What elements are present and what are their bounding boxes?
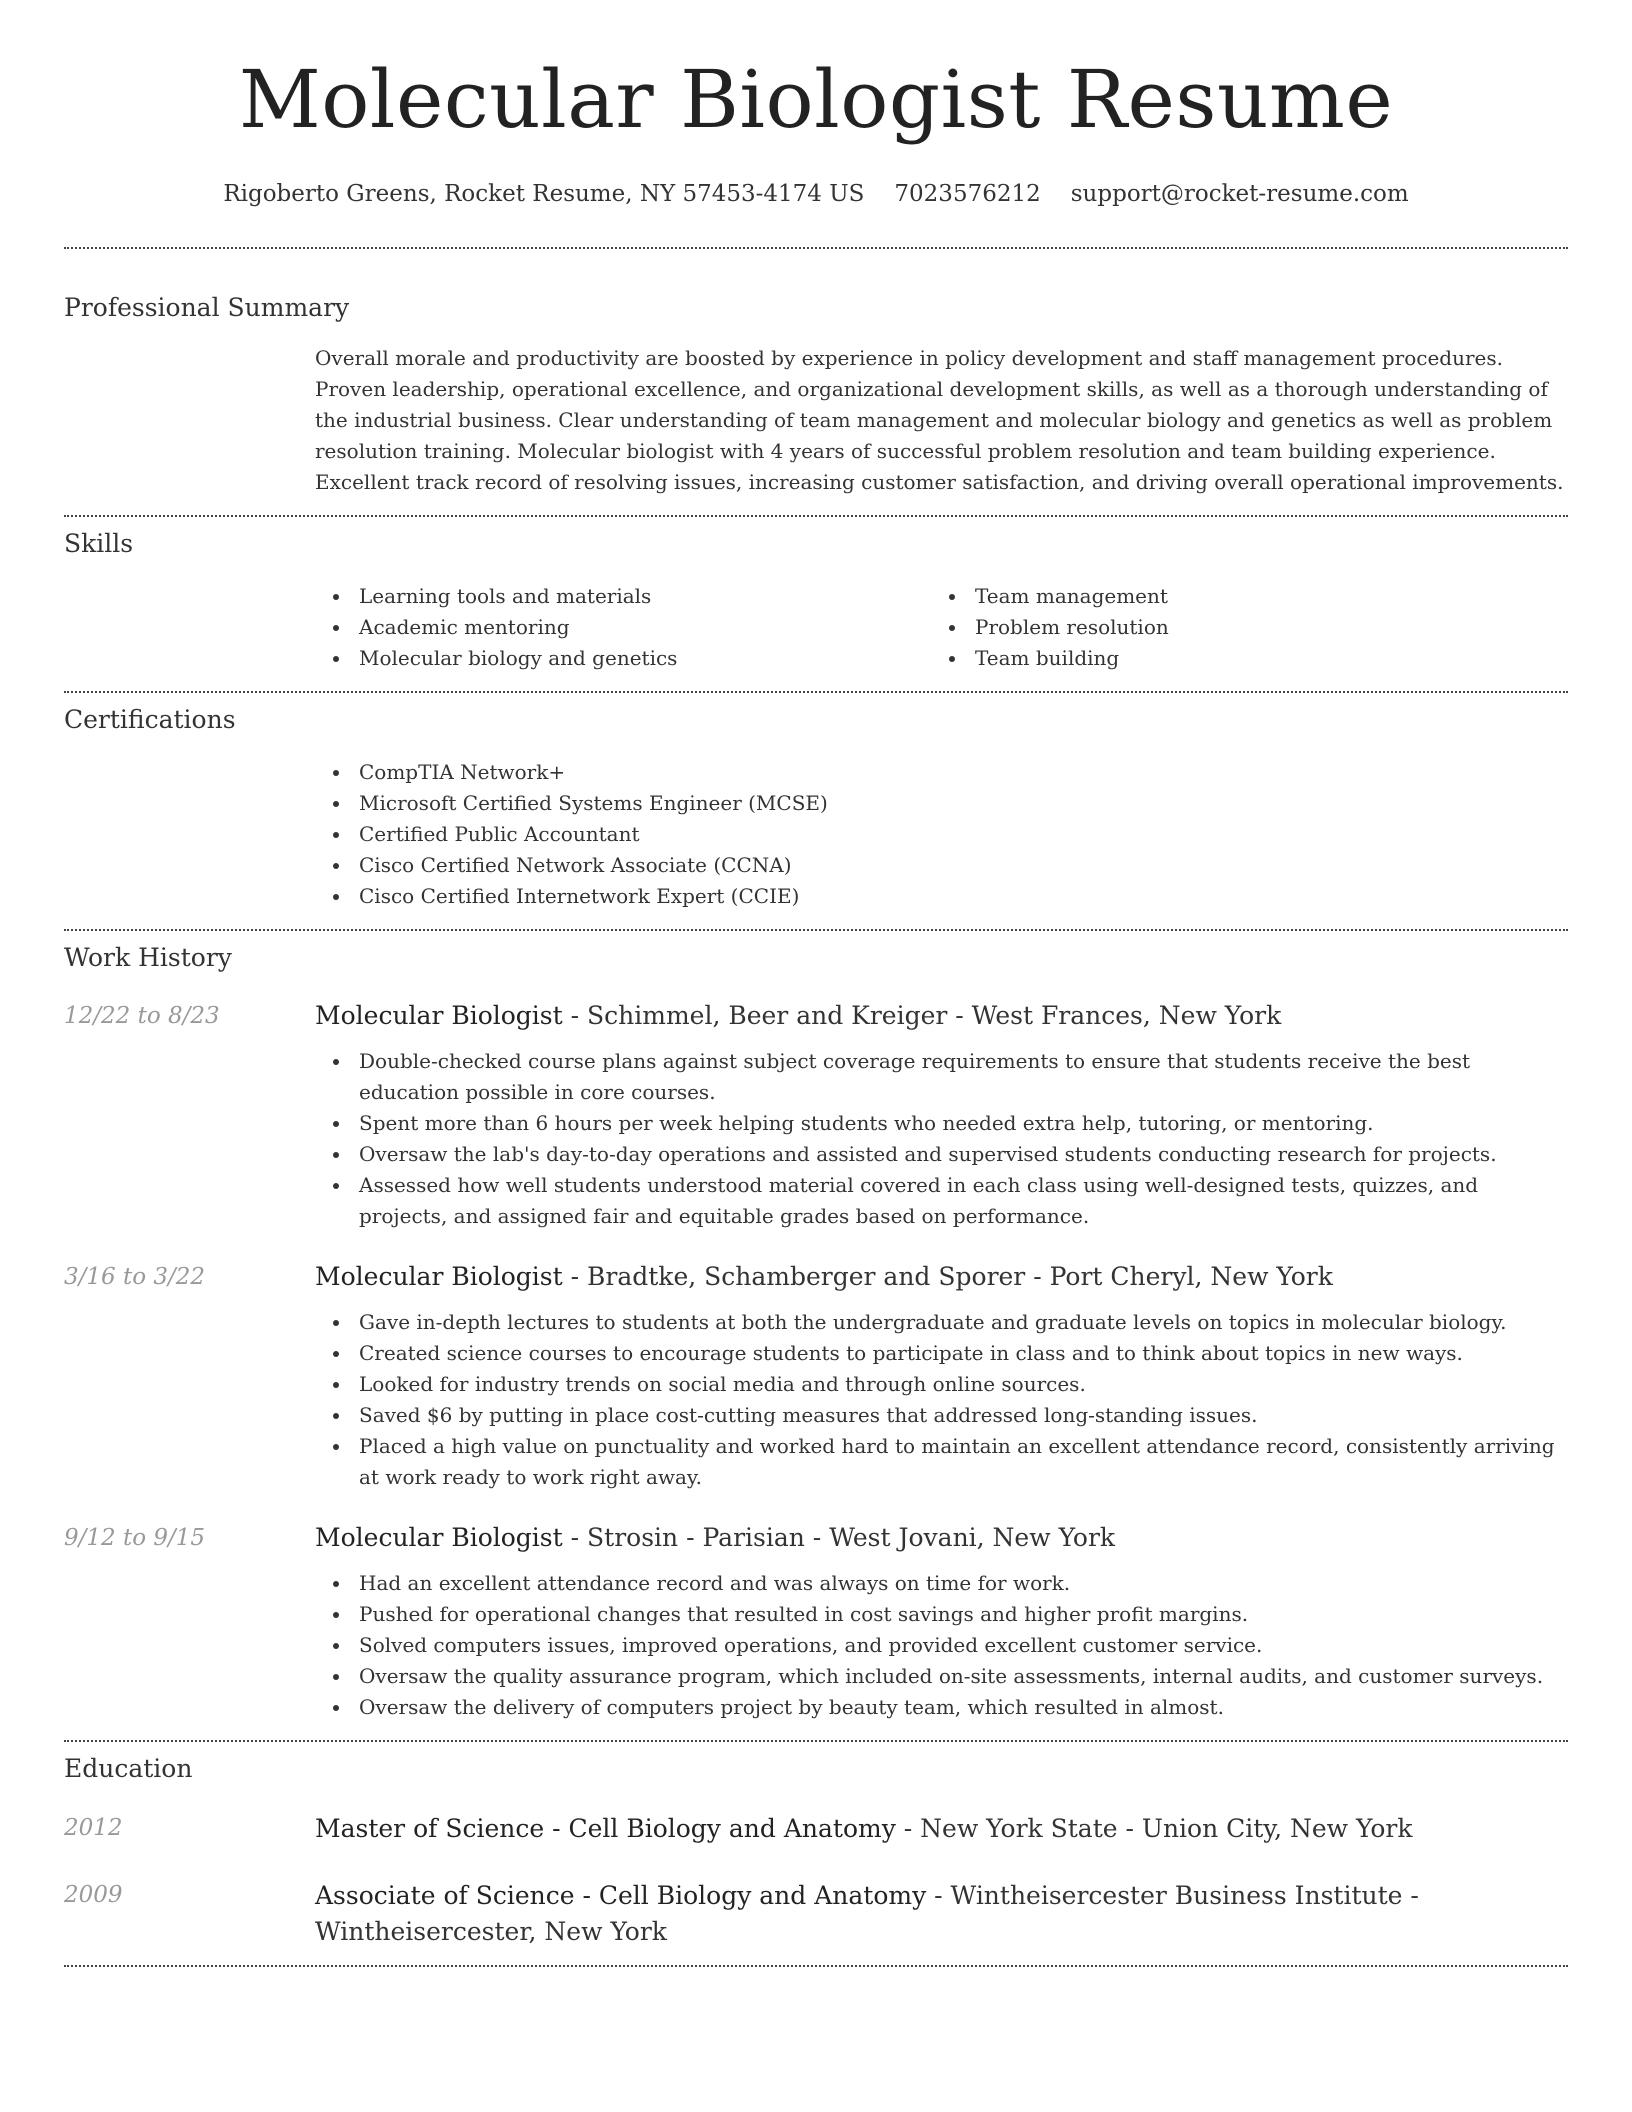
divider <box>64 1965 1568 1967</box>
section-title-skills: Skills <box>64 529 134 558</box>
summary-text: Overall morale and productivity are boosted by experience in policy development and staff management procedures. Proven leadership, operational excellence, and organizational development skills, as well as a thorough understanding of the industrial business. Clear understanding of team management and molecular biology and genetics as well as problem resolution training. Molecular biologist with 4 years of successful problem resolution and team building experience. Excellent track record of resolving issues, increasing customer satisfaction, and driving overall operational improvements. <box>315 346 1564 494</box>
section-title-education: Education <box>64 1754 193 1783</box>
skill-item: Academic mentoring <box>315 612 931 643</box>
job-entry <box>64 999 1568 1232</box>
section-title-certifications: Certifications <box>64 705 236 734</box>
job-bullet: Pushed for operational changes that resulted in cost savings and higher profit margins. <box>315 1599 1568 1630</box>
job-role: Molecular Biologist <box>315 1523 563 1552</box>
certifications-list <box>315 757 1568 912</box>
job-bullet: Looked for industry trends on social media and through online sources. <box>315 1369 1568 1400</box>
divider <box>64 691 1568 693</box>
divider <box>64 515 1568 517</box>
certification-item: CompTIA Network+ <box>315 757 1568 788</box>
education-entry <box>64 1878 1568 1950</box>
section-title-summary: Professional Summary <box>64 293 350 322</box>
skill-item: Problem resolution <box>931 612 1547 643</box>
skills-grid <box>315 581 1568 674</box>
job-title <box>315 1521 1568 1555</box>
certification-item: Microsoft Certified Systems Engineer (MCSE) <box>315 788 1568 819</box>
divider <box>64 247 1568 249</box>
education-entry <box>64 1811 1568 1847</box>
divider <box>64 929 1568 931</box>
skill-item: Learning tools and materials <box>315 581 931 612</box>
job-entry <box>64 1260 1568 1493</box>
education-section <box>64 1752 1568 1950</box>
job-employer: - Strosin - Parisian - West Jovani, New York <box>562 1523 1116 1552</box>
job-role: Molecular Biologist <box>315 1001 563 1030</box>
job-title <box>315 999 1568 1033</box>
resume-title: Molecular Biologist Resume <box>238 53 1394 146</box>
job-bullet: Solved computers issues, improved operations, and provided excellent customer service. <box>315 1630 1568 1661</box>
skill-item: Team building <box>931 643 1547 674</box>
job-bullet: Saved $6 by putting in place cost-cutting measures that addressed long-standing issues. <box>315 1400 1568 1431</box>
job-role: Molecular Biologist <box>315 1262 563 1291</box>
certifications-section <box>64 703 1568 912</box>
job-bullets <box>315 1568 1568 1723</box>
work-history-section <box>64 941 1568 1723</box>
job-bullets <box>315 1307 1568 1493</box>
job-bullet: Oversaw the quality assurance program, which included on-site assessments, internal audits, and customer surveys. <box>315 1661 1568 1692</box>
contact-address: Rigoberto Greens, Rocket Resume, NY 57453-4174 US <box>223 181 865 207</box>
job-bullet: Oversaw the delivery of computers project by beauty team, which resulted in almost. <box>315 1692 1568 1723</box>
skills-section <box>64 527 1568 674</box>
certification-item: Cisco Certified Internetwork Expert (CCIE) <box>315 881 1568 912</box>
education-school: - New York State - Union City, New York <box>895 1814 1413 1843</box>
education-school: - Wintheisercester Business Institute - Wintheisercester, New York <box>315 1881 1419 1946</box>
education-title <box>315 1811 1568 1847</box>
job-employer: - Schimmel, Beer and Kreiger - West Frances, New York <box>562 1001 1282 1030</box>
summary-section <box>64 291 1568 498</box>
contact-phone: 7023576212 <box>894 181 1041 207</box>
job-bullet: Had an excellent attendance record and was always on time for work. <box>315 1568 1568 1599</box>
certification-item: Certified Public Accountant <box>315 819 1568 850</box>
contact-email[interactable]: support@rocket-resume.com <box>1070 181 1409 207</box>
job-dates: 12/22 to 8/23 <box>64 1003 220 1029</box>
education-degree: Master of Science - Cell Biology and Anatomy <box>315 1814 896 1843</box>
education-title <box>315 1878 1568 1950</box>
section-title-work-history: Work History <box>64 943 232 972</box>
job-bullet: Spent more than 6 hours per week helping students who needed extra help, tutoring, or mentoring. <box>315 1108 1568 1139</box>
job-bullets <box>315 1046 1568 1232</box>
job-dates: 3/16 to 3/22 <box>64 1264 206 1290</box>
contact-line <box>64 178 1568 210</box>
job-employer: - Bradtke, Schamberger and Sporer - Port Cheryl, New York <box>562 1262 1333 1291</box>
education-year: 2012 <box>64 1815 123 1841</box>
skills-list-left <box>315 581 931 674</box>
job-bullet: Assessed how well students understood material covered in each class using well-designed tests, quizzes, and projects, and assigned fair and equitable grades based on performance. <box>315 1170 1568 1232</box>
education-degree: Associate of Science - Cell Biology and Anatomy <box>315 1881 927 1910</box>
job-bullet: Placed a high value on punctuality and worked hard to maintain an excellent attendance record, consistently arriving at work ready to work right away. <box>315 1431 1568 1493</box>
skill-item: Team management <box>931 581 1547 612</box>
education-year: 2009 <box>64 1882 123 1908</box>
divider <box>64 1740 1568 1742</box>
skill-item: Molecular biology and genetics <box>315 643 931 674</box>
job-bullet: Created science courses to encourage students to participate in class and to think about topics in new ways. <box>315 1338 1568 1369</box>
job-title <box>315 1260 1568 1294</box>
job-entry <box>64 1521 1568 1723</box>
skills-list-right <box>931 581 1547 674</box>
job-bullet: Double-checked course plans against subject coverage requirements to ensure that students receive the best education possible in core courses. <box>315 1046 1568 1108</box>
job-bullet: Oversaw the lab's day-to-day operations and assisted and supervised students conducting research for projects. <box>315 1139 1568 1170</box>
job-bullet: Gave in-depth lectures to students at both the undergraduate and graduate levels on topics in molecular biology. <box>315 1307 1568 1338</box>
certification-item: Cisco Certified Network Associate (CCNA) <box>315 850 1568 881</box>
job-dates: 9/12 to 9/15 <box>64 1525 206 1551</box>
resume-page <box>64 0 1568 1967</box>
